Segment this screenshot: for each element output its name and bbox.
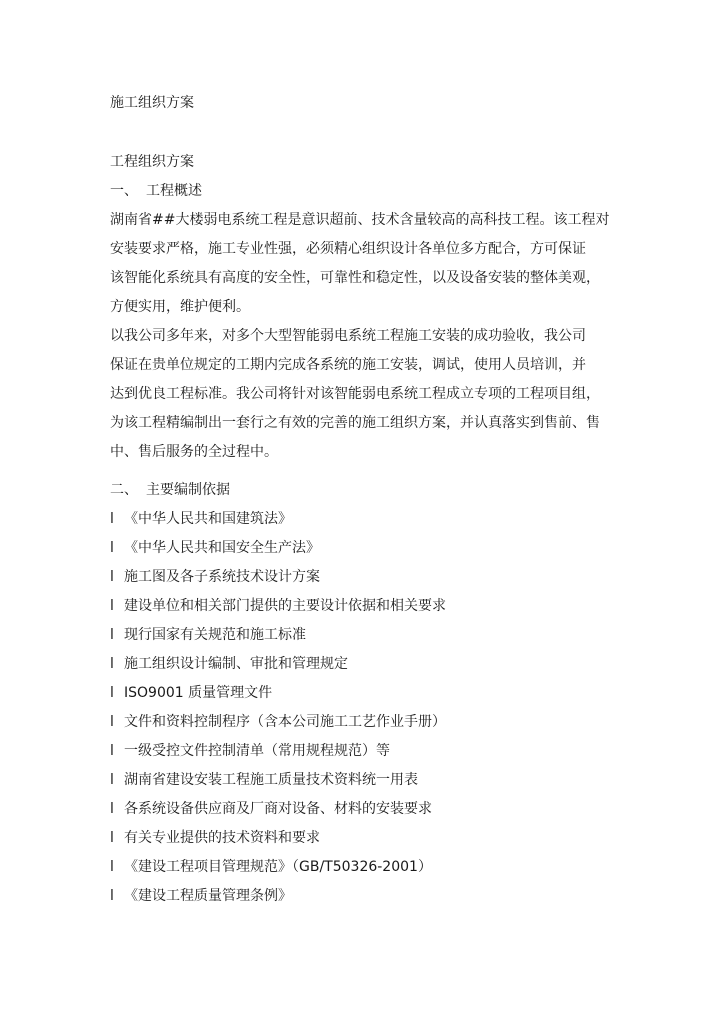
list-item [110,534,630,563]
list-item [110,563,630,592]
section1-heading [110,177,630,206]
list-bullet: l [110,801,114,817]
list-item [110,679,630,708]
paragraph-line: 安装要求严格，施工专业性强，必须精心组织设计各单位多方配合，方可保证 [110,241,586,257]
document-title: 施工组织方案 [110,95,194,111]
paragraph-line: 湖南省##大楼弱电系统工程是意识超前、技术含量较高的高科技工程。该工程对 [110,212,610,228]
list-item-text: 《中华人民共和国安全生产法》 [124,540,320,556]
list-item [110,650,630,679]
list-item-text: 施工组织设计编制、审批和管理规定 [124,656,348,672]
list-item [110,853,630,882]
list-item-text: 《建设工程质量管理条例》 [124,888,292,904]
list-bullet: l [110,743,114,759]
list-item-text: ISO9001 质量管理文件 [124,685,273,701]
paragraph-line: 为该工程精编制出一套行之有效的完善的施工组织方案，并认真落实到售前、售 [110,415,600,431]
list-item-text: 文件和资料控制程序（含本公司施工工艺作业手册） [124,714,446,730]
paragraph-line: 方便实用，维护便利。 [110,299,250,315]
list-bullet: l [110,859,114,875]
list-bullet: l [110,569,114,585]
paragraph-line: 达到优良工程标准。我公司将针对该智能弱电系统工程成立专项的工程项目组， [110,386,600,402]
list-item-text: 《中华人民共和国建筑法》 [124,511,292,527]
list-item [110,795,630,824]
paragraph-line: 该智能化系统具有高度的安全性，可靠性和稳定性，以及设备安装的整体美观， [110,270,600,286]
document-subtitle: 工程组织方案 [110,154,194,170]
paragraph-line: 以我公司多年来，对多个大型智能弱电系统工程施工安装的成功验收，我公司 [110,328,586,344]
section1-number: 一、 [110,183,138,199]
list-item [110,621,630,650]
list-item [110,505,630,534]
list-item-text: 建设单位和相关部门提供的主要设计依据和相关要求 [124,598,446,614]
list-bullet: l [110,598,114,614]
list-item [110,882,630,911]
basis-list [110,505,630,911]
list-bullet: l [110,888,114,904]
list-item [110,766,630,795]
list-bullet: l [110,830,114,846]
list-item-text: 一级受控文件控制清单（常用规程规范）等 [124,743,390,759]
paragraph-line: 中、售后服务的全过程中。 [110,444,278,460]
list-item-text: 有关专业提供的技术资料和要求 [124,830,320,846]
section1-paragraph1 [110,206,630,322]
section2-heading-text: 主要编制依据 [146,482,230,498]
paragraph-line: 保证在贵单位规定的工期内完成各系统的施工安装，调试，使用人员培训，并 [110,357,586,373]
list-bullet: l [110,685,114,701]
list-bullet: l [110,656,114,672]
list-bullet: l [110,540,114,556]
section1-heading-text: 工程概述 [146,183,202,199]
list-item-text: 湖南省建设安装工程施工质量技术资料统一用表 [124,772,418,788]
list-item-text: 施工图及各子系统技术设计方案 [124,569,320,585]
list-bullet: l [110,627,114,643]
section1-paragraph2 [110,322,630,467]
list-item [110,824,630,853]
document-body [110,148,630,911]
list-item [110,708,630,737]
list-item [110,592,630,621]
list-item-text: 现行国家有关规范和施工标准 [124,627,306,643]
list-bullet: l [110,714,114,730]
section-spacer [110,467,630,476]
list-bullet: l [110,772,114,788]
section2-number: 二、 [110,482,138,498]
list-item-text: 各系统设备供应商及厂商对设备、材料的安装要求 [124,801,432,817]
list-item [110,737,630,766]
section2-heading [110,476,630,505]
list-item-text: 《建设工程项目管理规范》（GB/T50326-2001） [124,859,432,875]
list-bullet: l [110,511,114,527]
